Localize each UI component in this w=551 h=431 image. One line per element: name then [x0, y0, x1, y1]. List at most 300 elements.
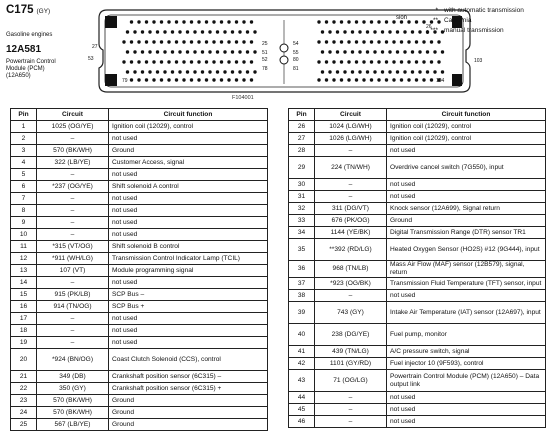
connector-pin: [407, 40, 410, 43]
circuit-cell: 570 (BK/WH): [37, 395, 109, 407]
table-row: [289, 179, 546, 191]
connector-pin: [437, 40, 440, 43]
legend-notes: [424, 6, 524, 36]
connector-pin: [167, 20, 170, 23]
table-row: [289, 278, 546, 290]
pin-label-53: 53: [88, 56, 94, 62]
circuit-cell: 1144 (YE/BK): [315, 227, 387, 239]
pin-cell: 36: [289, 261, 315, 278]
function-cell: Coast Clutch Solenoid (CCS), control: [109, 349, 268, 371]
pin-label-27: 27: [92, 44, 98, 50]
circuit-cell: *237 (OG/YE): [37, 181, 109, 193]
connector-pin: [362, 60, 365, 63]
pin-cell: 5: [11, 169, 37, 181]
pin-label-54: 54: [293, 41, 299, 47]
header-circuit: Circuit: [315, 109, 387, 121]
circuit-cell: *923 (OG/BK): [315, 278, 387, 290]
circuit-cell: 570 (BK/WH): [37, 407, 109, 419]
connector-pin: [126, 70, 129, 73]
connector-pin: [253, 30, 256, 33]
connector-pin: [411, 50, 414, 53]
function-cell: Shift solenoid A control: [109, 181, 268, 193]
circuit-cell: –: [37, 205, 109, 217]
table-row: [11, 181, 268, 193]
connector-pin: [317, 40, 320, 43]
connector-pin: [396, 50, 399, 53]
table-row: [11, 205, 268, 217]
connector-pin: [392, 60, 395, 63]
circuit-cell: 311 (DG/VT): [315, 203, 387, 215]
connector-pin: [250, 60, 253, 63]
function-cell: Customer Access, signal: [109, 157, 268, 169]
table-row: [11, 337, 268, 349]
connector-pin: [415, 40, 418, 43]
connector-pin: [171, 70, 174, 73]
connector-pin: [141, 70, 144, 73]
pin-cell: 2: [11, 133, 37, 145]
function-cell: Ignition coil (12029), control: [387, 133, 546, 145]
connector-pin: [351, 70, 354, 73]
connector-pin: [325, 78, 328, 81]
connector-pin: [433, 50, 436, 53]
connector-pin: [415, 78, 418, 81]
connector-pin: [231, 30, 234, 33]
connector-pin: [137, 40, 140, 43]
connector-pin: [227, 20, 230, 23]
table-row: [289, 261, 546, 278]
sion-text: sion: [396, 15, 408, 21]
connector-pin: [415, 60, 418, 63]
connector-pin: [246, 30, 249, 33]
pin-table-left: [10, 108, 268, 431]
connector-pin: [392, 40, 395, 43]
function-cell: Fuel injector 10 (9F593), control: [387, 358, 546, 370]
connector-pin: [148, 70, 151, 73]
pin-cell: 16: [11, 301, 37, 313]
circuit-cell: 743 (GY): [315, 302, 387, 324]
table-row: [289, 227, 546, 239]
connector-pin: [193, 70, 196, 73]
pin-cell: 32: [289, 203, 315, 215]
connector-pin: [343, 30, 346, 33]
pin-cell: 37: [289, 278, 315, 290]
connector-pin: [381, 30, 384, 33]
connector-pin: [238, 50, 241, 53]
connector-pin: [167, 60, 170, 63]
connector-pin: [160, 40, 163, 43]
connector-pin: [250, 40, 253, 43]
table-row: [289, 346, 546, 358]
connector-pin: [133, 50, 136, 53]
connector-pin: [216, 70, 219, 73]
header: [4, 0, 551, 108]
function-cell: Overdrive cancel switch (7G550), input: [387, 157, 546, 179]
pin-cell: 14: [11, 277, 37, 289]
pin-cell: 23: [11, 395, 37, 407]
connector-pin: [373, 50, 376, 53]
connector-pin: [145, 20, 148, 23]
connector-pin: [130, 60, 133, 63]
figure-id: F104001: [232, 95, 254, 101]
function-cell: Ground: [109, 145, 268, 157]
connector-pin: [407, 78, 410, 81]
pin-cell: 19: [11, 337, 37, 349]
pin-cell: 9: [11, 217, 37, 229]
circuit-cell: *911 (WH/LG): [37, 253, 109, 265]
connector-pin: [167, 78, 170, 81]
pin-cell: 42: [289, 358, 315, 370]
circuit-cell: –: [37, 133, 109, 145]
table-row: [11, 419, 268, 431]
circuit-cell: 349 (DB): [37, 371, 109, 383]
connector-pin: [370, 60, 373, 63]
connector-pin: [197, 40, 200, 43]
connector-pin: [441, 70, 444, 73]
table-row: [289, 239, 546, 261]
pin-label-52: 52: [262, 57, 268, 63]
connector-pin: [148, 50, 151, 53]
pin-cell: 28: [289, 145, 315, 157]
pin-cell: 20: [11, 349, 37, 371]
connector-pin: [381, 50, 384, 53]
connector-pin: [351, 30, 354, 33]
function-cell: not used: [387, 290, 546, 302]
connector-pin: [193, 30, 196, 33]
pin-cell: 22: [11, 383, 37, 395]
function-cell: not used: [109, 205, 268, 217]
pin-cell: 15: [11, 289, 37, 301]
connector-pin: [148, 30, 151, 33]
table-row: [11, 313, 268, 325]
circuit-cell: –: [37, 325, 109, 337]
circuit-cell: 914 (TN/OG): [37, 301, 109, 313]
connector-pin: [235, 20, 238, 23]
connector-pin: [370, 78, 373, 81]
function-cell: Crankshaft position sensor (6C315) +: [109, 383, 268, 395]
table-row: [11, 241, 268, 253]
function-cell: Crankshaft position sensor (6C315) –: [109, 371, 268, 383]
circuit-cell: –: [37, 217, 109, 229]
connector-pin: [201, 30, 204, 33]
table-row: [11, 383, 268, 395]
connector-pin: [430, 40, 433, 43]
circuit-cell: 968 (TN/LB): [315, 261, 387, 278]
connector-pin: [355, 40, 358, 43]
connector-pin: [422, 40, 425, 43]
connector-pin: [220, 78, 223, 81]
connector-pin: [370, 20, 373, 23]
connector-pin: [366, 50, 369, 53]
pin-cell: 40: [289, 324, 315, 346]
table-row: [11, 121, 268, 133]
table-header-row: [289, 109, 546, 121]
connector-pin: [152, 60, 155, 63]
connector-pin: [336, 50, 339, 53]
pin-label-103: 103: [474, 58, 483, 64]
connector-pin: [377, 60, 380, 63]
circuit-cell: **392 (RD/LG): [315, 239, 387, 261]
header-function: Circuit function: [109, 109, 268, 121]
function-cell: SCP Bus +: [109, 301, 268, 313]
connector-pin: [385, 60, 388, 63]
table-row: [11, 229, 268, 241]
connector-pin: [396, 70, 399, 73]
circuit-cell: –: [37, 277, 109, 289]
function-cell: Shift solenoid B control: [109, 241, 268, 253]
function-cell: Powertrain Control Module (PCM) (12A650) – Data output link: [387, 370, 546, 392]
pin-cell: 35: [289, 239, 315, 261]
connector-pin: [355, 20, 358, 23]
circuit-cell: 567 (LB/YE): [37, 419, 109, 431]
circuit-cell: 1024 (LG/WH): [315, 121, 387, 133]
connector-pin: [205, 78, 208, 81]
connector-pin: [358, 70, 361, 73]
connector-pin: [178, 30, 181, 33]
connector-pin: [388, 30, 391, 33]
circuit-cell: –: [315, 179, 387, 191]
connector-pin: [317, 20, 320, 23]
function-cell: not used: [387, 191, 546, 203]
header-pin: Pin: [11, 109, 37, 121]
connector-pin: [317, 78, 320, 81]
circuit-cell: 915 (PK/LB): [37, 289, 109, 301]
circuit-cell: –: [315, 404, 387, 416]
connector-pin: [227, 78, 230, 81]
circuit-cell: –: [37, 337, 109, 349]
connector-pin: [137, 78, 140, 81]
connector-pin: [212, 40, 215, 43]
function-cell: not used: [387, 416, 546, 428]
connector-pin: [137, 60, 140, 63]
function-cell: not used: [109, 169, 268, 181]
table-row: [289, 404, 546, 416]
pin-cell: 18: [11, 325, 37, 337]
table-row: [289, 370, 546, 392]
pin-label-51: 51: [262, 50, 268, 56]
function-cell: Intake Air Temperature (IAT) sensor (12A697), input: [387, 302, 546, 324]
circuit-cell: –: [37, 229, 109, 241]
connector-pin: [253, 70, 256, 73]
connector-pin: [347, 60, 350, 63]
circuit-cell: 1026 (LG/WH): [315, 133, 387, 145]
connector-pin: [325, 40, 328, 43]
connector-pin: [145, 78, 148, 81]
table-row: [289, 358, 546, 370]
table-row: [11, 193, 268, 205]
connector-pin: [205, 20, 208, 23]
connector-pin: [175, 60, 178, 63]
circuit-cell: 676 (PK/OG): [315, 215, 387, 227]
function-cell: Ground: [387, 215, 546, 227]
connector-pin: [141, 50, 144, 53]
connector-pin: [156, 70, 159, 73]
circuit-cell: *315 (VT/OG): [37, 241, 109, 253]
connector-pin: [175, 40, 178, 43]
function-cell: not used: [109, 325, 268, 337]
pin-label-1: 1: [426, 30, 429, 36]
connector-pin: [426, 50, 429, 53]
pin-cell: 24: [11, 407, 37, 419]
pin-cell: 39: [289, 302, 315, 324]
connector-pin: [186, 30, 189, 33]
connector-pin: [362, 40, 365, 43]
circuit-cell: 439 (TN/LG): [315, 346, 387, 358]
connector-pin: [145, 60, 148, 63]
connector-pin: [358, 30, 361, 33]
table-row: [289, 121, 546, 133]
table-row: [289, 203, 546, 215]
connector-pin: [366, 70, 369, 73]
connector-pin: [321, 70, 324, 73]
connector-pin: [351, 50, 354, 53]
connector-pin: [152, 20, 155, 23]
connector-pin: [197, 20, 200, 23]
function-cell: Digital Transmission Range (DTR) sensor TR1: [387, 227, 546, 239]
connector-pin: [437, 60, 440, 63]
connector-pin: [422, 60, 425, 63]
connector-pin: [133, 70, 136, 73]
connector-pin: [182, 78, 185, 81]
pin-cell: 6: [11, 181, 37, 193]
connector-pin: [205, 40, 208, 43]
table-row: [11, 265, 268, 277]
connector-pin: [407, 60, 410, 63]
pin-cell: 4: [11, 157, 37, 169]
connector-pin: [362, 20, 365, 23]
function-cell: Ignition coil (12029), control: [387, 121, 546, 133]
connector-pin: [212, 20, 215, 23]
connector-pin: [392, 78, 395, 81]
connector-pin: [227, 60, 230, 63]
connector-pin: [130, 78, 133, 81]
connector-pin: [167, 40, 170, 43]
connector-pin: [201, 70, 204, 73]
connector-pin: [325, 20, 328, 23]
pin-label-78: 78: [262, 66, 268, 72]
connector-pin: [242, 78, 245, 81]
connector-pin: [426, 70, 429, 73]
connector-pin: [235, 78, 238, 81]
circuit-cell: 107 (VT): [37, 265, 109, 277]
pin-label-81: 81: [293, 66, 299, 72]
connector-pin: [145, 40, 148, 43]
circuit-cell: 1025 (OG/YE): [37, 121, 109, 133]
function-cell: Knock sensor (12A699), Signal return: [387, 203, 546, 215]
pin-label-79: 79: [122, 78, 128, 84]
pin-cell: 46: [289, 416, 315, 428]
circuit-cell: –: [315, 145, 387, 157]
circuit-cell: 71 (OG/LG): [315, 370, 387, 392]
connector-pin: [433, 70, 436, 73]
connector-pin: [137, 20, 140, 23]
pin-cell: 44: [289, 392, 315, 404]
table-row: [289, 157, 546, 179]
circuit-cell: –: [315, 392, 387, 404]
pin-cell: 8: [11, 205, 37, 217]
connector-pin: [340, 78, 343, 81]
function-cell: not used: [387, 179, 546, 191]
pin-cell: 11: [11, 241, 37, 253]
function-cell: Ground: [109, 395, 268, 407]
pin-cell: 1: [11, 121, 37, 133]
connector-pin: [388, 70, 391, 73]
connector-pin: [171, 30, 174, 33]
connector-pin: [400, 78, 403, 81]
connector-pin: [190, 78, 193, 81]
connector-pin: [160, 78, 163, 81]
function-cell: Ignition coil (12029), control: [109, 121, 268, 133]
connector-pin: [332, 60, 335, 63]
circuit-cell: 570 (BK/WH): [37, 145, 109, 157]
connector-pin: [163, 30, 166, 33]
pin-label-26: 26: [426, 24, 432, 30]
connector-pin: [223, 30, 226, 33]
circuit-cell: 224 (TN/WH): [315, 157, 387, 179]
connector-pin: [250, 20, 253, 23]
connector-pin: [415, 20, 418, 23]
connector-pin: [332, 40, 335, 43]
note-2: ** California: [432, 17, 472, 24]
function-cell: Transmission Control Indicator Lamp (TCIL): [109, 253, 268, 265]
connector-pin: [396, 30, 399, 33]
connector-pin: [332, 78, 335, 81]
function-cell: not used: [387, 145, 546, 157]
connector-pin: [340, 60, 343, 63]
table-row: [11, 133, 268, 145]
connector-pin: [152, 78, 155, 81]
function-cell: SCP Bus –: [109, 289, 268, 301]
connector-pin: [343, 50, 346, 53]
function-cell: not used: [387, 392, 546, 404]
part-number: 12A581: [6, 44, 42, 55]
connector-pin: [328, 50, 331, 53]
connector-pin: [175, 78, 178, 81]
connector-pin: [407, 20, 410, 23]
connector-pin: [238, 70, 241, 73]
pin-label-25: 25: [262, 41, 268, 47]
connector-pin: [208, 70, 211, 73]
connector-pin: [336, 30, 339, 33]
connector-pin: [208, 30, 211, 33]
function-cell: not used: [387, 404, 546, 416]
connector-pin: [362, 78, 365, 81]
circuit-cell: –: [37, 313, 109, 325]
connector-pin: [325, 60, 328, 63]
connector-pin: [220, 20, 223, 23]
connector-pin: [122, 40, 125, 43]
connector-pin: [182, 20, 185, 23]
connector-pin: [358, 50, 361, 53]
connector-pin: [347, 78, 350, 81]
note-1: * with automatic transmission: [435, 7, 524, 14]
circuit-cell: –: [315, 191, 387, 203]
connector-pin: [381, 70, 384, 73]
pin-cell: 27: [289, 133, 315, 145]
function-cell: Fuel pump, monitor: [387, 324, 546, 346]
connector-pin: [418, 30, 421, 33]
function-cell: not used: [109, 313, 268, 325]
connector-pin: [418, 70, 421, 73]
connector-pin: [377, 40, 380, 43]
connector-pin: [385, 78, 388, 81]
connector-pin: [343, 70, 346, 73]
connector-pin: [212, 60, 215, 63]
connector-pin: [403, 70, 406, 73]
table-row: [11, 349, 268, 371]
connector-pin: [190, 40, 193, 43]
connector-pin: [156, 50, 159, 53]
connector-pin: [388, 50, 391, 53]
